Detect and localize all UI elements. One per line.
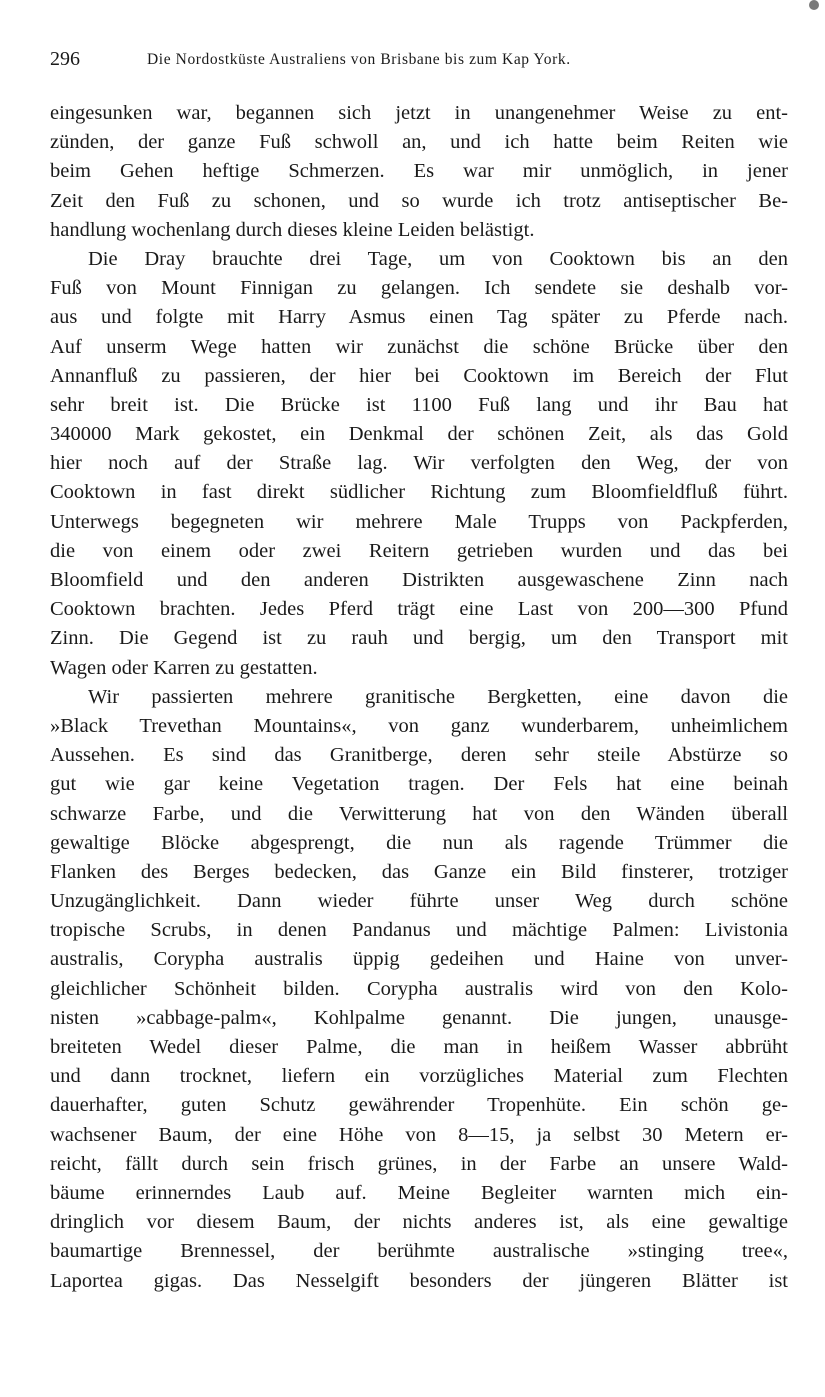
text-line: und dann trocknet, liefern ein vorzügliches Material zum Flechten bbox=[50, 1065, 788, 1088]
page-header bbox=[50, 48, 790, 74]
text-line: reicht, fällt durch sein frisch grünes, in der Farbe an unsere Wald- bbox=[50, 1152, 788, 1175]
text-line: gewaltige Blöcke abgesprengt, die nun als ragende Trümmer die bbox=[50, 831, 788, 854]
text-line: schwarze Farbe, und die Verwitterung hat von den Wänden überall bbox=[50, 802, 788, 825]
text-line: Wir passierten mehrere granitische Bergketten, eine davon die bbox=[88, 685, 788, 708]
text-line: Flanken des Berges bedecken, das Ganze ein Bild finsterer, trotziger bbox=[50, 860, 788, 883]
text-line: beim Gehen heftige Schmerzen. Es war mir unmöglich, in jener bbox=[50, 160, 788, 183]
scan-speck bbox=[809, 0, 819, 10]
paragraph bbox=[50, 99, 788, 245]
text-line: breiteten Wedel dieser Palme, die man in heißem Wasser abbrüht bbox=[50, 1036, 788, 1058]
text-line: gleichlicher Schönheit bilden. Corypha australis wird von den Kolo- bbox=[50, 977, 788, 1000]
text-line: aus und folgte mit Harry Asmus einen Tag später zu Pferde nach. bbox=[50, 306, 788, 329]
text-line: 340000 Mark gekostet, ein Denkmal der schönen Zeit, als das Gold bbox=[50, 423, 788, 446]
paragraph bbox=[50, 245, 788, 683]
page-number: 296 bbox=[50, 48, 80, 70]
text-line: nisten »cabbage-palm«, Kohlpalme genannt. Die jungen, unausge- bbox=[50, 1006, 788, 1029]
text-line: Laportea gigas. Das Nesselgift besonders der jüngeren Blätter ist bbox=[50, 1269, 788, 1292]
text-line: tropische Scrubs, in denen Pandanus und mächtige Palmen: Livistonia bbox=[50, 919, 788, 942]
text-line: handlung wochenlang durch dieses kleine Leiden belästigt. bbox=[50, 218, 535, 241]
text-line: eingesunken war, begannen sich jetzt in unangenehmer Weise zu ent- bbox=[50, 102, 788, 124]
text-line: zünden, der ganze Fuß schwoll an, und ich hatte beim Reiten wie bbox=[50, 131, 788, 154]
text-line: Annanfluß zu passieren, der hier bei Cooktown im Bereich der Flut bbox=[50, 364, 788, 387]
text-line: gut wie gar keine Vegetation tragen. Der Fels hat eine beinah bbox=[50, 773, 788, 796]
text-line: Fuß von Mount Finnigan zu gelangen. Ich sendete sie deshalb vor- bbox=[50, 277, 788, 300]
body-text bbox=[50, 99, 788, 1296]
text-line: Die Dray brauchte drei Tage, um von Cooktown bis an den bbox=[88, 247, 788, 270]
text-line: Unzugänglichkeit. Dann wieder führte unser Weg durch schöne bbox=[50, 890, 788, 913]
text-line: Wagen oder Karren zu gestatten. bbox=[50, 656, 318, 679]
text-line: bäume erinnerndes Laub auf. Meine Begleiter warnten mich ein- bbox=[50, 1181, 788, 1204]
text-line: Zinn. Die Gegend ist zu rauh und bergig, um den Transport mit bbox=[50, 627, 788, 650]
text-line: »Black Trevethan Mountains«, von ganz wunderbarem, unheimlichem bbox=[50, 714, 788, 737]
paragraph bbox=[50, 683, 788, 1296]
text-line: hier noch auf der Straße lag. Wir verfolgten den Weg, der von bbox=[50, 452, 788, 475]
text-line: baumartige Brennessel, der berühmte australische »stinging tree«, bbox=[50, 1240, 788, 1263]
text-line: Cooktown brachten. Jedes Pferd trägt eine Last von 200—300 Pfund bbox=[50, 598, 788, 621]
text-line: Unterwegs begegneten wir mehrere Male Trupps von Packpferden, bbox=[50, 510, 788, 533]
text-line: Auf unserm Wege hatten wir zunächst die schöne Brücke über den bbox=[50, 335, 788, 358]
text-line: dauerhafter, guten Schutz gewährender Tropenhüte. Ein schön ge- bbox=[50, 1094, 788, 1117]
text-line: sehr breit ist. Die Brücke ist 1100 Fuß lang und ihr Bau hat bbox=[50, 393, 788, 416]
text-line: Cooktown in fast direkt südlicher Richtung zum Bloomfieldfluß führt. bbox=[50, 481, 788, 504]
running-title: Die Nordostküste Australiens von Brisbane bis zum Kap York. bbox=[147, 51, 571, 68]
text-line: Bloomfield und den anderen Distrikten ausgewaschene Zinn nach bbox=[50, 569, 788, 591]
text-line: australis, Corypha australis üppig gedeihen und Haine von unver- bbox=[50, 948, 788, 971]
text-line: Zeit den Fuß zu schonen, und so wurde ich trotz antiseptischer Be- bbox=[50, 189, 788, 212]
text-line: wachsener Baum, der eine Höhe von 8—15, ja selbst 30 Metern er- bbox=[50, 1123, 788, 1146]
text-line: dringlich vor diesem Baum, der nichts anderes ist, als eine gewaltige bbox=[50, 1211, 788, 1234]
text-line: Aussehen. Es sind das Granitberge, deren sehr steile Abstürze so bbox=[50, 744, 788, 767]
text-line: die von einem oder zwei Reitern getrieben wurden und das bei bbox=[50, 539, 788, 562]
